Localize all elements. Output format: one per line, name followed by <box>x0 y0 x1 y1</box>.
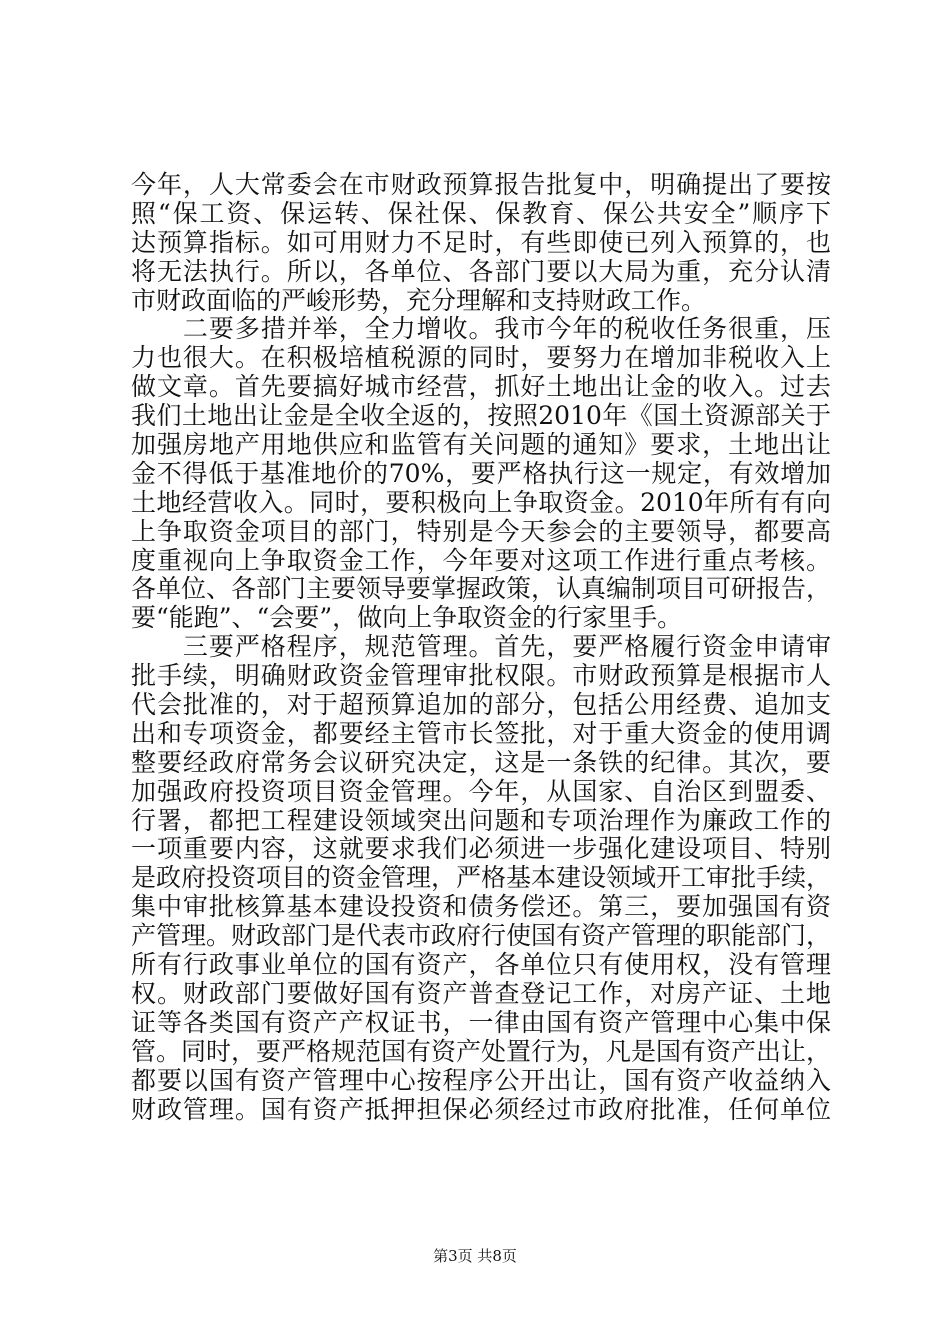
text-line: 照“保工资、保运转、保社保、保教育、保公共安全”顺序下 <box>131 198 831 228</box>
text-line: 证等各类国有资产产权证书，一律由国有资产管理中心集中保 <box>131 1007 831 1037</box>
text-line: 各单位、各部门主要领导要掌握政策，认真编制项目可研报告， <box>131 574 832 604</box>
text-line: 权。财政部门要做好国有资产普查登记工作，对房产证、土地 <box>131 978 831 1008</box>
text-line: 金不得低于基准地价的70%，要严格执行这一规定，有效增加 <box>131 458 831 488</box>
text-line: 我们土地出让金是全收全返的，按照2010年《国土资源部关于 <box>131 401 831 431</box>
text-line: 代会批准的，对于超预算追加的部分，包括公用经费、追加支 <box>131 690 831 720</box>
text-line: 财政管理。国有资产抵押担保必须经过市政府批准，任何单位 <box>131 1094 831 1124</box>
text-line: 市财政面临的严峻形势，充分理解和支持财政工作。 <box>131 285 707 315</box>
text-line: 出和专项资金，都要经主管市长签批，对于重大资金的使用调 <box>131 718 831 748</box>
document-body <box>131 171 831 1124</box>
text-line: 土地经营收入。同时，要积极向上争取资金。2010年所有有向 <box>131 487 831 517</box>
text-line: 上争取资金项目的部门，特别是今天参会的主要领导，都要高 <box>131 516 831 546</box>
text-line: 加强政府投资项目资金管理。今年，从国家、自治区到盟委、 <box>131 776 831 806</box>
text-line: 二要多措并举，全力增收。我市今年的税收任务很重，压 <box>131 314 831 344</box>
text-line: 一项重要内容，这就要求我们必须进一步强化建设项目、特别 <box>131 834 831 864</box>
text-line: 所有行政事业单位的国有资产，各单位只有使用权，没有管理 <box>131 950 831 980</box>
text-line: 产管理。财政部门是代表市政府行使国有资产管理的职能部门， <box>131 921 832 951</box>
text-line: 做文章。首先要搞好城市经营，抓好土地出让金的收入。过去 <box>131 372 831 402</box>
text-line: 集中审批核算基本建设投资和债务偿还。第三，要加强国有资 <box>131 892 831 922</box>
text-line: 加强房地产用地供应和监管有关问题的通知》要求，土地出让 <box>131 430 831 460</box>
text-line: 是政府投资项目的资金管理，严格基本建设领域开工审批手续， <box>131 863 832 893</box>
text-line: 都要以国有资产管理中心按程序公开出让，国有资产收益纳入 <box>131 1065 831 1095</box>
text-line: 度重视向上争取资金工作，今年要对这项工作进行重点考核。 <box>131 545 831 575</box>
text-line: 管。同时，要严格规范国有资产处置行为，凡是国有资产出让， <box>131 1036 832 1066</box>
text-line: 行署，都把工程建设领域突出问题和专项治理作为廉政工作的 <box>131 805 831 835</box>
text-line: 将无法执行。所以，各单位、各部门要以大局为重，充分认清 <box>131 256 831 286</box>
text-line: 整要经政府常务会议研究决定，这是一条铁的纪律。其次，要 <box>131 747 831 777</box>
page-footer: 第3页 共8页 <box>433 1247 517 1265</box>
text-line: 今年，人大常委会在市财政预算报告批复中，明确提出了要按 <box>131 170 831 199</box>
text-line: 达预算指标。如可用财力不足时，有些即使已列入预算的，也 <box>131 227 831 257</box>
text-line: 要“能跑”、“会要”，做向上争取资金的行家里手。 <box>131 603 683 633</box>
text-line: 力也很大。在积极培植税源的同时，要努力在增加非税收入上 <box>131 343 831 373</box>
text-line: 三要严格程序，规范管理。首先，要严格履行资金申请审 <box>131 632 831 662</box>
text-line: 批手续，明确财政资金管理审批权限。市财政预算是根据市人 <box>131 661 831 691</box>
